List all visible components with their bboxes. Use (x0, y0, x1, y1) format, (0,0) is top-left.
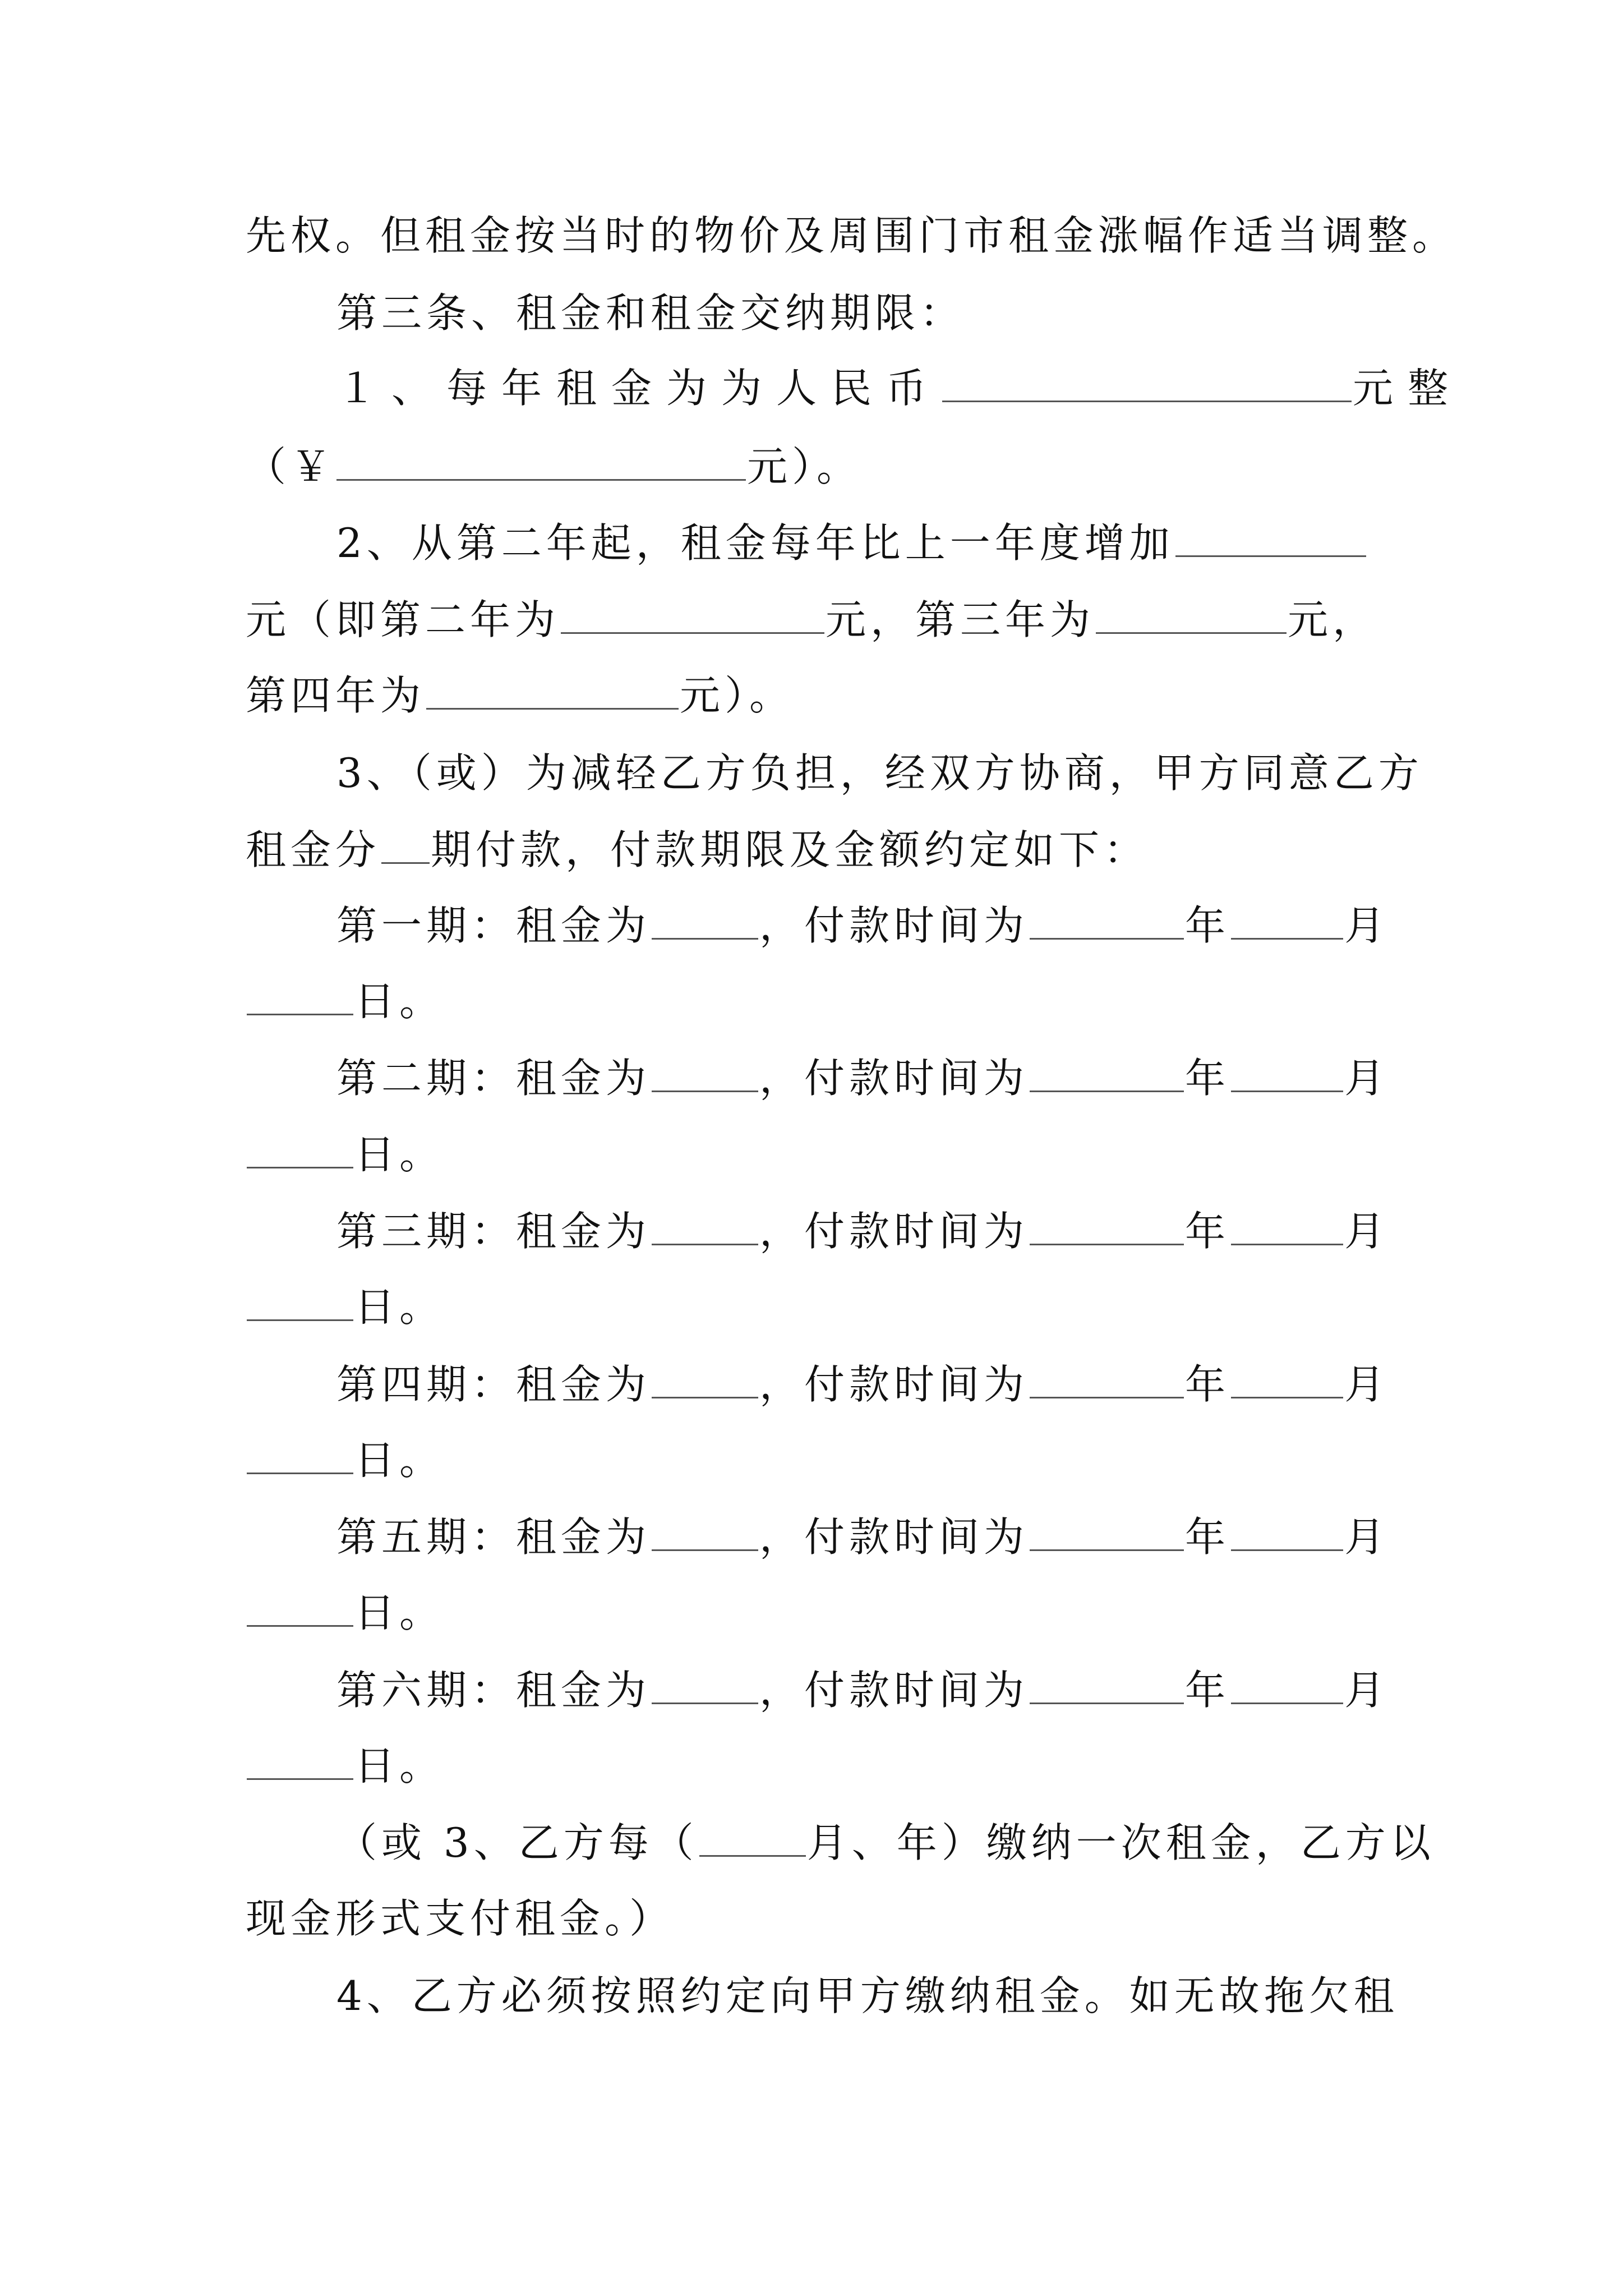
installment-4-line (336, 1356, 1389, 1412)
alt-3-text-3: 现金形式支付租金。） (246, 1895, 675, 1942)
item-3-text-2: 租金分 (246, 826, 381, 873)
installment-2-year-blank[interactable] (1030, 1055, 1184, 1092)
installment-5-line (336, 1509, 1389, 1565)
item-2-text-3: 元，第三年为 (826, 596, 1095, 643)
payment-time-label: ，付款时间为 (759, 1055, 1029, 1102)
installment-2-day-blank[interactable] (247, 1131, 353, 1168)
rent-label: 租金为 (516, 1667, 651, 1714)
year-2-rent-blank[interactable] (561, 596, 824, 634)
item-1-prefix: １、每年租金为为人民币 (336, 365, 942, 412)
installment-1-line (336, 898, 1389, 954)
installment-1-day-blank[interactable] (247, 978, 353, 1015)
text-line-continuation (246, 208, 1457, 264)
installment-6-day-line (246, 1738, 444, 1794)
alt-3-text-1: （或 3、乙方每（ (336, 1819, 698, 1866)
month-label: 月 (1344, 1513, 1390, 1561)
installment-6-amount-blank[interactable] (652, 1667, 758, 1704)
rent-label: 租金为 (516, 1208, 651, 1255)
item-2-line-3 (246, 668, 794, 724)
installment-2-day-line (246, 1126, 444, 1182)
installment-name: 第五期： (336, 1513, 517, 1561)
installment-4-month-blank[interactable] (1231, 1361, 1343, 1398)
installment-name: 第一期： (336, 902, 517, 949)
item-3-line-1 (336, 745, 1423, 801)
rent-label: 租金为 (516, 1055, 651, 1102)
installment-4-day-blank[interactable] (247, 1437, 353, 1474)
month-label: 月 (1344, 1667, 1390, 1714)
installment-3-month-blank[interactable] (1231, 1208, 1343, 1245)
installment-6-month-blank[interactable] (1231, 1667, 1343, 1704)
year-label: 年 (1185, 1208, 1230, 1255)
year-label: 年 (1185, 1055, 1230, 1102)
payment-time-label: ，付款时间为 (759, 1361, 1029, 1408)
installment-4-day-line (246, 1432, 444, 1488)
installment-3-day-blank[interactable] (247, 1283, 353, 1321)
item-3-text-3: 期付款，付款期限及金额约定如下： (431, 826, 1149, 873)
alt-3-line-1 (336, 1815, 1435, 1871)
item-4-line (336, 1968, 1399, 2024)
installment-5-year-blank[interactable] (1030, 1513, 1184, 1551)
installment-3-day-line (246, 1279, 444, 1335)
installment-count-blank[interactable] (381, 826, 430, 864)
item-2-text-4: 元， (1288, 596, 1378, 643)
annual-rent-yuan-blank[interactable] (336, 443, 746, 481)
item-2-text-6: 元）。 (680, 672, 795, 719)
article-3-title (336, 285, 965, 341)
installment-2-amount-blank[interactable] (652, 1055, 758, 1092)
year-4-rent-blank[interactable] (426, 672, 679, 710)
installment-6-day-blank[interactable] (247, 1742, 353, 1780)
item-1-paren-prefix: （￥ (246, 443, 336, 490)
rent-label: 租金为 (516, 1513, 651, 1561)
installment-5-day-line (246, 1585, 444, 1641)
day-label: 日。 (354, 1589, 445, 1636)
day-label: 日。 (354, 1742, 445, 1789)
annual-increase-blank[interactable] (1175, 519, 1366, 557)
day-label: 日。 (354, 1437, 445, 1484)
installment-1-amount-blank[interactable] (652, 902, 758, 940)
installment-6-year-blank[interactable] (1030, 1667, 1184, 1704)
item-2-text-2: 元（即第二年为 (246, 596, 560, 643)
payment-time-label: ，付款时间为 (759, 1513, 1029, 1561)
month-label: 月 (1344, 1361, 1390, 1408)
year-label: 年 (1185, 1513, 1230, 1561)
day-label: 日。 (354, 1131, 445, 1178)
installment-3-year-blank[interactable] (1030, 1208, 1184, 1245)
installment-5-day-blank[interactable] (247, 1589, 353, 1627)
item-1-suffix: 元整 (1353, 365, 1463, 412)
month-label: 月 (1344, 1208, 1390, 1255)
item-1-paren-suffix: 元）。 (747, 443, 862, 490)
installment-6-line (336, 1662, 1389, 1718)
year-3-rent-blank[interactable] (1096, 596, 1287, 634)
installment-4-year-blank[interactable] (1030, 1361, 1184, 1398)
installment-name: 第六期： (336, 1667, 517, 1714)
installment-2-line (336, 1050, 1389, 1106)
installment-3-amount-blank[interactable] (652, 1208, 758, 1245)
day-label: 日。 (354, 1283, 445, 1331)
alt-3-line-2 (246, 1890, 674, 1947)
item-2-text-5: 第四年为 (246, 672, 426, 719)
installment-4-amount-blank[interactable] (652, 1361, 758, 1398)
item-4-text: 4、乙方必须按照约定向甲方缴纳租金。如无故拖欠租 (336, 1972, 1399, 2019)
payment-time-label: ，付款时间为 (759, 1208, 1029, 1255)
rent-label: 租金为 (516, 902, 651, 949)
month-label: 月 (1344, 1055, 1390, 1102)
alt-3-text-2: 月、年）缴纳一次租金，乙方以 (806, 1819, 1435, 1866)
item-2-line-1 (336, 515, 1367, 571)
installment-1-day-line (246, 973, 444, 1029)
installment-2-month-blank[interactable] (1231, 1055, 1343, 1092)
payment-frequency-blank[interactable] (699, 1819, 806, 1857)
installment-1-year-blank[interactable] (1030, 902, 1184, 940)
continuation-text: 先权。但租金按当时的物价及周围门市租金涨幅作适当调整。 (246, 212, 1458, 259)
installment-name: 第三期： (336, 1208, 517, 1255)
year-label: 年 (1185, 1361, 1230, 1408)
item-2-line-2 (246, 592, 1377, 648)
item-1-paren-line (246, 439, 861, 495)
item-1-line (336, 360, 1463, 416)
installment-name: 第二期： (336, 1055, 517, 1102)
year-label: 年 (1185, 1667, 1230, 1714)
item-2-text-1: 2、从第二年起，租金每年比上一年度增加 (336, 519, 1174, 567)
payment-time-label: ，付款时间为 (759, 1667, 1029, 1714)
rent-label: 租金为 (516, 1361, 651, 1408)
installment-3-line (336, 1203, 1389, 1259)
item-3-line-2 (246, 822, 1149, 878)
year-label: 年 (1185, 902, 1230, 949)
installment-1-month-blank[interactable] (1231, 902, 1343, 940)
installment-5-amount-blank[interactable] (652, 1513, 758, 1551)
annual-rent-blank[interactable] (942, 365, 1352, 402)
installment-name: 第四期： (336, 1361, 517, 1408)
item-3-text-1: 3、（或）为减轻乙方负担，经双方协商，甲方同意乙方 (336, 749, 1423, 797)
installment-5-month-blank[interactable] (1231, 1513, 1343, 1551)
payment-time-label: ，付款时间为 (759, 902, 1029, 949)
article-3-title-text: 第三条、租金和租金交纳期限： (336, 289, 965, 337)
day-label: 日。 (354, 978, 445, 1025)
month-label: 月 (1344, 902, 1390, 949)
